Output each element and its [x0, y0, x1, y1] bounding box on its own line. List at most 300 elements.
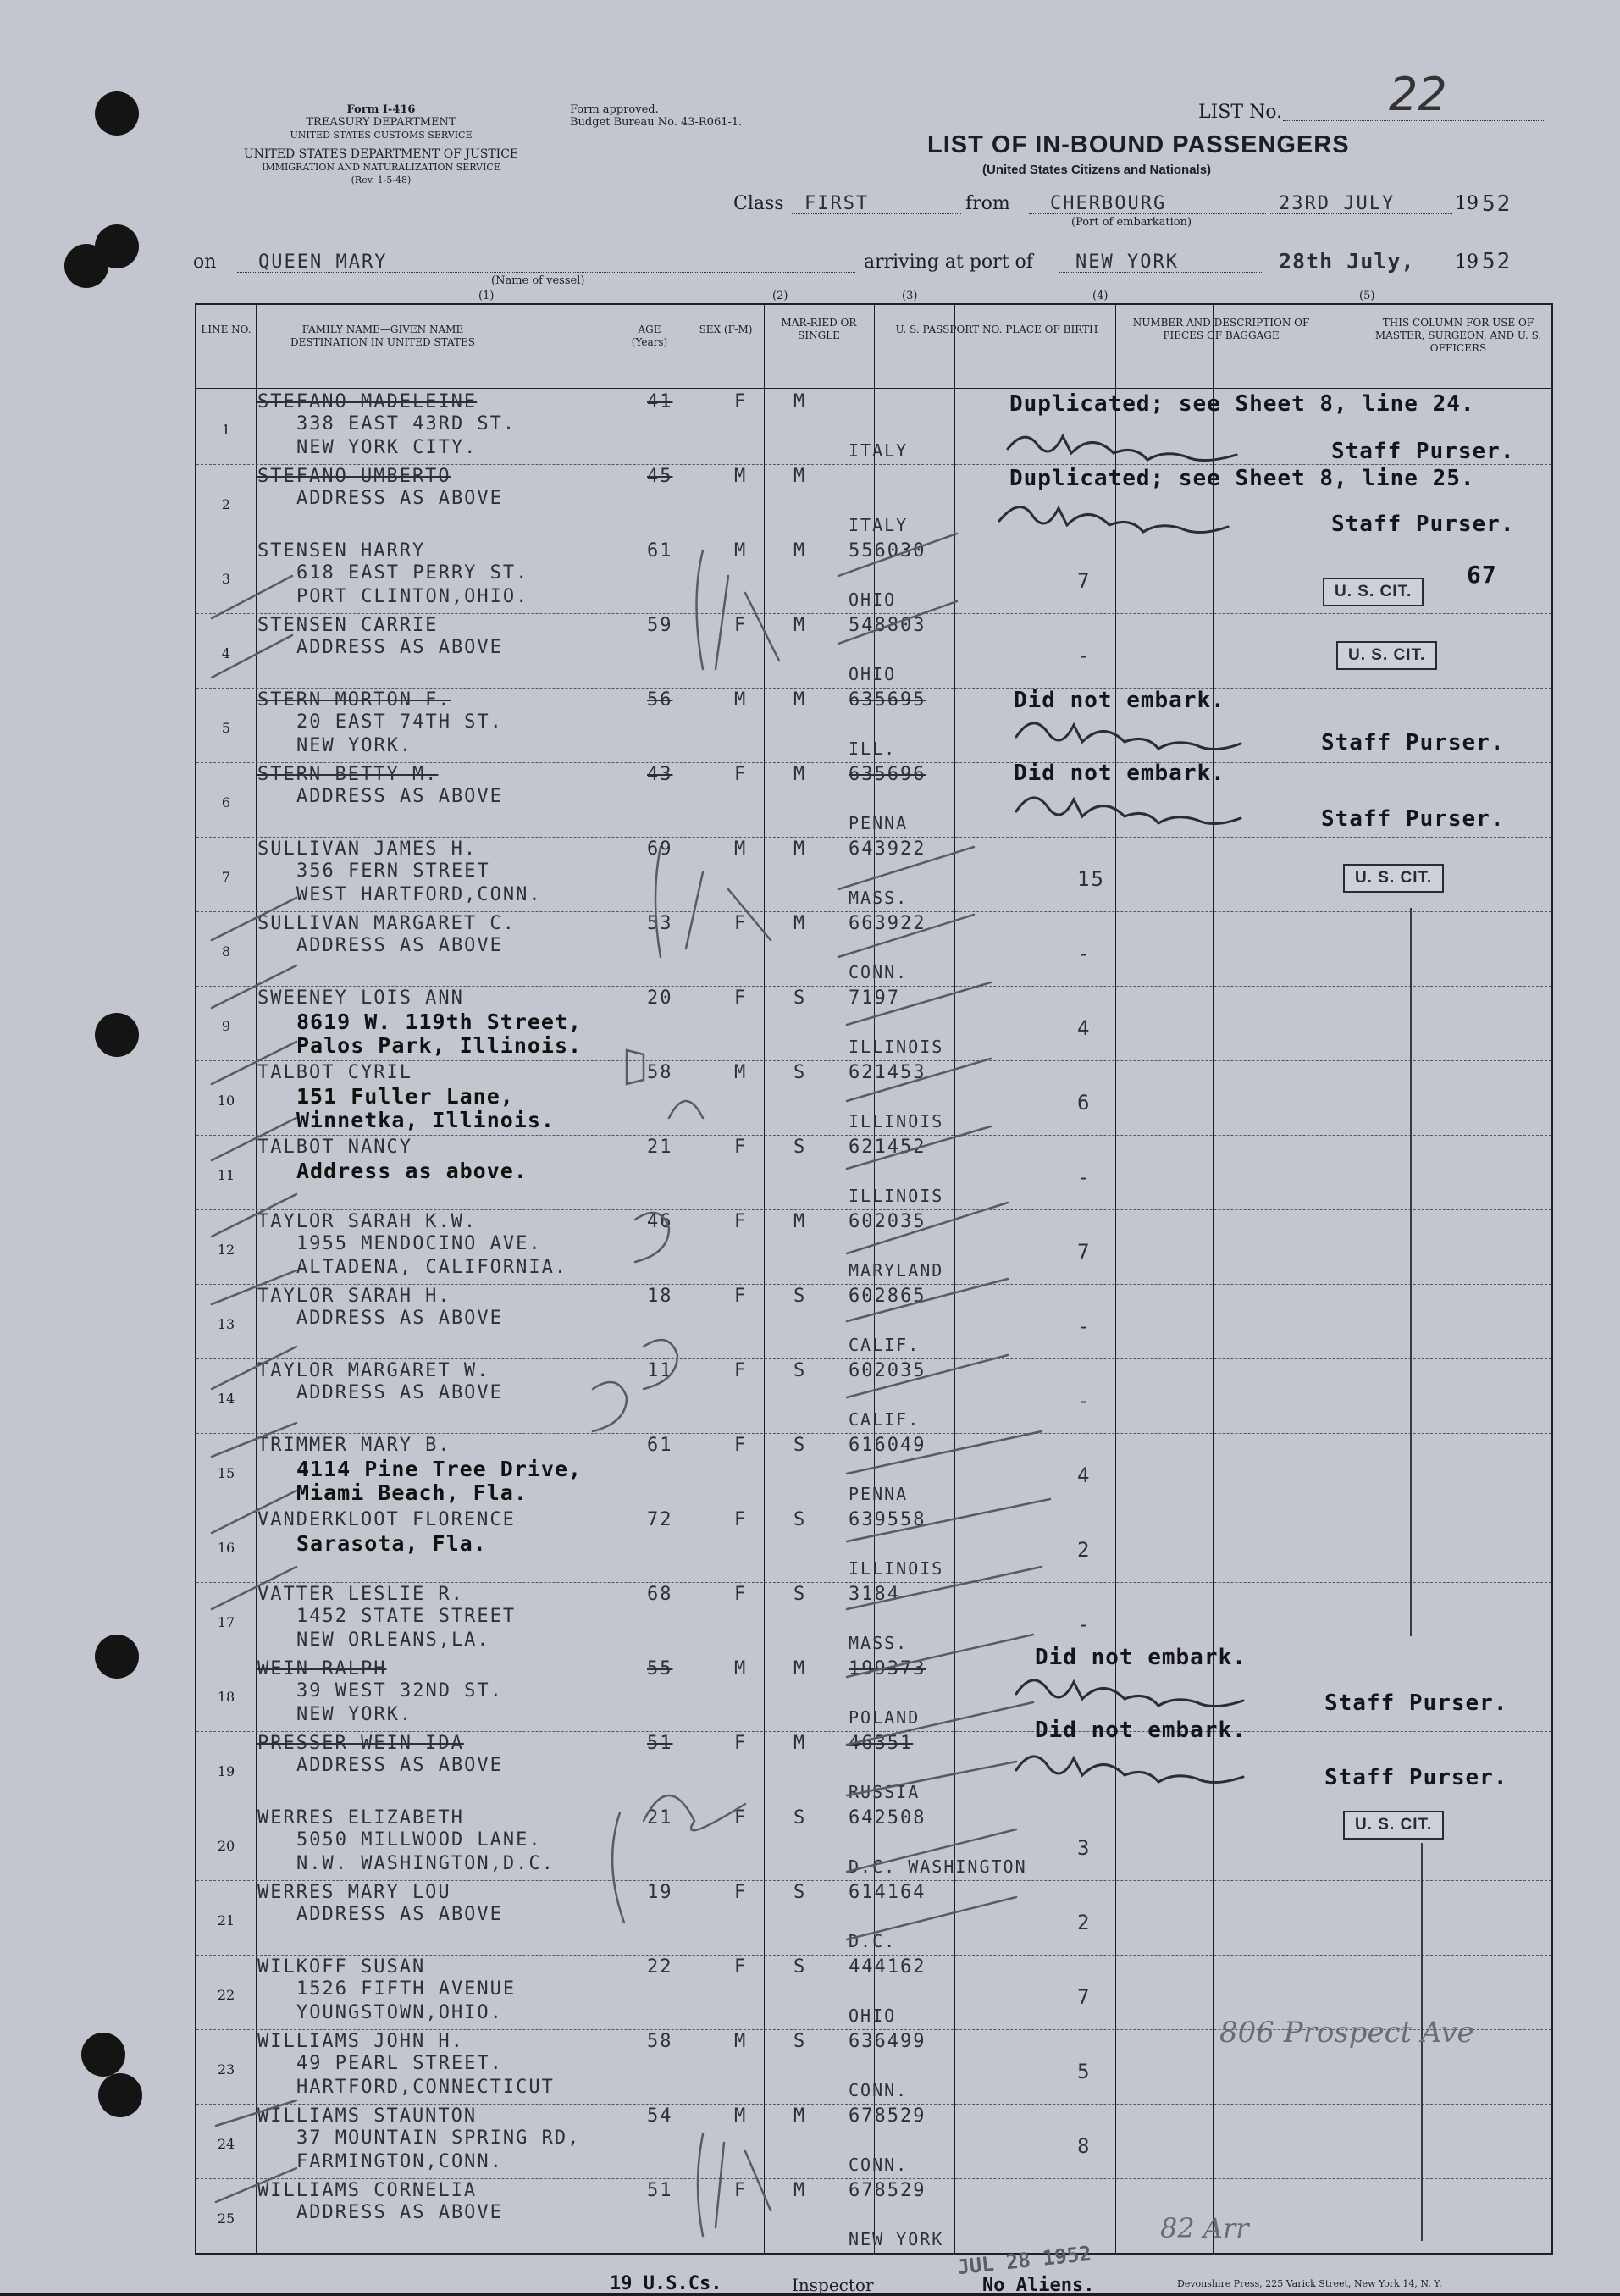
- address-line-1: Sarasota, Fla.: [296, 1531, 487, 1556]
- marital-status: M: [793, 540, 807, 562]
- passport-number: 548803: [849, 615, 926, 636]
- marital-status: M: [793, 838, 807, 860]
- staff-purser-6: Staff Purser.: [1324, 1765, 1508, 1790]
- line-number: 19: [217, 1763, 235, 1779]
- row-separator: [196, 1060, 1551, 1061]
- line-number: 7: [221, 869, 231, 885]
- age-value: 58: [647, 2031, 673, 2052]
- table-row: [196, 911, 1551, 986]
- line-number: 18: [217, 1689, 235, 1705]
- address-line-2: YOUNGSTOWN,OHIO.: [296, 2002, 503, 2023]
- col-head-sex: SEX (F-M): [699, 324, 753, 335]
- passport-number: 621452: [849, 1137, 926, 1158]
- us-citizen-stamp: U. S. CIT.: [1336, 641, 1437, 670]
- age-value: 54: [647, 2105, 673, 2127]
- place-of-birth: CALIF.: [849, 1409, 921, 1430]
- marital-status: S: [793, 988, 807, 1009]
- sex-value: F: [734, 1584, 748, 1605]
- sex-value: F: [734, 1882, 748, 1903]
- place-of-birth: ITALY: [849, 515, 909, 535]
- row-separator: [196, 1358, 1551, 1359]
- baggage-count: 5: [1077, 2060, 1092, 2083]
- age-value: 59: [647, 615, 673, 636]
- from-label: from: [965, 193, 1010, 214]
- baggage-count: 4: [1077, 1016, 1092, 1040]
- marital-status: S: [793, 1509, 807, 1530]
- age-value: 72: [647, 1509, 673, 1530]
- did-not-embark-4: Did not embark.: [1035, 1718, 1247, 1743]
- passenger-name: WEIN RALPH: [257, 1658, 387, 1679]
- age-value: 22: [647, 1956, 673, 1978]
- sex-value: M: [734, 2105, 748, 2127]
- line-number: 10: [217, 1093, 235, 1109]
- passenger-name: WERRES ELIZABETH: [257, 1807, 464, 1829]
- age-value: 61: [647, 1435, 673, 1456]
- passport-number: 7197: [849, 988, 900, 1009]
- marital-status: S: [793, 1807, 807, 1829]
- place-of-birth: OHIO: [849, 589, 897, 610]
- vessel-name: QUEEN MARY: [258, 252, 388, 273]
- sex-value: M: [734, 466, 748, 487]
- form-identification: [191, 103, 572, 141]
- table-row: [196, 2104, 1551, 2178]
- passenger-name: WILLIAMS JOHN H.: [257, 2031, 464, 2052]
- baggage-count: 7: [1077, 569, 1092, 593]
- baggage-count: -: [1077, 1613, 1092, 1636]
- arrival-port: NEW YORK: [1075, 252, 1179, 273]
- address-line-2: WEST HARTFORD,CONN.: [296, 884, 542, 905]
- age-value: 21: [647, 1807, 673, 1829]
- passenger-name: STEFANO UMBERTO: [257, 466, 451, 487]
- passenger-name: WILKOFF SUSAN: [257, 1956, 426, 1978]
- inspector-label: Inspector: [792, 2275, 874, 2295]
- address-line-1: 8619 W. 119th Street,: [296, 1010, 583, 1034]
- staff-purser-3: Staff Purser.: [1321, 730, 1505, 755]
- address-line-1: 356 FERN STREET: [296, 860, 490, 882]
- customs-service: UNITED STATES CUSTOMS SERVICE: [290, 130, 473, 141]
- staff-purser-2: Staff Purser.: [1331, 512, 1515, 537]
- passport-number: 602035: [849, 1211, 926, 1232]
- embark-port-caption: (Port of embarkation): [1071, 216, 1192, 229]
- place-of-birth: ITALY: [849, 440, 909, 461]
- table-row: [196, 1508, 1551, 1582]
- passenger-name: STERN MORTON F.: [257, 689, 451, 711]
- form-approved: Form approved.: [570, 103, 659, 116]
- place-of-birth: ILLINOIS: [849, 1558, 944, 1579]
- passenger-name: WILLIAMS STAUNTON: [257, 2105, 478, 2127]
- row-separator: [196, 464, 1551, 465]
- place-of-birth: RUSSIA: [849, 1782, 921, 1802]
- address-line-1: 1526 FIFTH AVENUE: [296, 1978, 517, 2000]
- passport-number: 678529: [849, 2105, 926, 2127]
- table-row: [196, 1135, 1551, 1209]
- marital-status: S: [793, 1956, 807, 1978]
- age-value: 43: [647, 764, 673, 785]
- passport-number: 635695: [849, 689, 926, 711]
- place-of-birth: MASS.: [849, 1633, 909, 1653]
- baggage-count: -: [1077, 942, 1092, 965]
- place-of-birth: MARYLAND: [849, 1260, 944, 1281]
- passenger-table: [195, 303, 1553, 2255]
- row-separator: [196, 1135, 1551, 1136]
- ins-service: IMMIGRATION AND NATURALIZATION SERVICE: [262, 162, 500, 173]
- place-of-birth: ILLINOIS: [849, 1037, 944, 1057]
- treasury-dept: TREASURY DEPARTMENT: [306, 116, 456, 129]
- sex-value: F: [734, 1360, 748, 1381]
- place-of-birth: ILLINOIS: [849, 1111, 944, 1131]
- age-value: 58: [647, 1062, 673, 1083]
- staff-purser-1: Staff Purser.: [1331, 439, 1515, 464]
- sex-value: F: [734, 615, 748, 636]
- address-line-1: Address as above.: [296, 1159, 528, 1183]
- table-row: [196, 1284, 1551, 1358]
- passenger-name: WERRES MARY LOU: [257, 1882, 451, 1903]
- passport-number: 639558: [849, 1509, 926, 1530]
- row-separator: [196, 688, 1551, 689]
- marital-status: M: [793, 615, 807, 636]
- sex-value: F: [734, 391, 748, 412]
- embark-port: CHERBOURG: [1050, 193, 1167, 214]
- address-line-2: NEW YORK CITY.: [296, 437, 478, 458]
- line-number: 3: [221, 571, 231, 587]
- sex-value: F: [734, 1733, 748, 1754]
- age-value: 69: [647, 838, 673, 860]
- line-number: 21: [217, 1912, 235, 1928]
- line-number: 16: [217, 1540, 235, 1556]
- arrival-date: 28th July,: [1279, 249, 1415, 274]
- sex-value: M: [734, 540, 748, 562]
- marital-status: M: [793, 2180, 807, 2201]
- col-head-married: MAR-RIED OR SINGLE: [781, 317, 857, 341]
- place-of-birth: OHIO: [849, 2006, 897, 2026]
- sex-value: F: [734, 913, 748, 934]
- binder-hole: [64, 244, 108, 288]
- address-line-1: 1955 MENDOCINO AVE.: [296, 1233, 542, 1254]
- row-separator: [196, 1880, 1551, 1881]
- passenger-name: TALBOT NANCY: [257, 1137, 412, 1158]
- table-row: [196, 1880, 1551, 1955]
- baggage-count: 2: [1077, 1911, 1092, 1934]
- line-number: 9: [221, 1018, 231, 1034]
- address-line-1: 5050 MILLWOOD LANE.: [296, 1829, 542, 1851]
- marital-status: S: [793, 2031, 807, 2052]
- marital-status: M: [793, 913, 807, 934]
- marital-status: M: [793, 764, 807, 785]
- baggage-count: -: [1077, 1165, 1092, 1189]
- marital-status: M: [793, 391, 807, 412]
- line-number: 6: [221, 794, 231, 811]
- form-number: Form I-416: [346, 103, 416, 116]
- line-number: 15: [217, 1465, 235, 1481]
- address-line-1: ADDRESS AS ABOVE: [296, 786, 503, 807]
- column-number: (2): [772, 290, 788, 302]
- arrival-year-prefix: 19: [1455, 252, 1479, 273]
- col-head-age: AGE (Years): [631, 324, 668, 348]
- marital-status: S: [793, 1360, 807, 1381]
- age-value: 19: [647, 1882, 673, 1903]
- sex-value: F: [734, 1137, 748, 1158]
- passenger-name: SULLIVAN JAMES H.: [257, 838, 478, 860]
- address-line-1: ADDRESS AS ABOVE: [296, 1308, 503, 1329]
- line-number: 17: [217, 1614, 235, 1630]
- passport-number: 444162: [849, 1956, 926, 1978]
- did-not-embark-1: Did not embark.: [1014, 688, 1225, 713]
- us-citizen-stamp: U. S. CIT.: [1343, 864, 1444, 893]
- sex-value: F: [734, 1286, 748, 1307]
- baggage-count: -: [1077, 1389, 1092, 1413]
- marital-status: M: [793, 1733, 807, 1754]
- binder-hole: [81, 2033, 125, 2077]
- address-line-2: NEW ORLEANS,LA.: [296, 1629, 490, 1651]
- address-line-1: ADDRESS AS ABOVE: [296, 935, 503, 956]
- passport-number: 46351: [849, 1733, 914, 1754]
- address-line-2: PORT CLINTON,OHIO.: [296, 586, 529, 607]
- binder-hole: [95, 1635, 139, 1679]
- handwritten-arr: 82 Arr: [1160, 2212, 1249, 2244]
- sex-value: F: [734, 1956, 748, 1978]
- passport-number: 642508: [849, 1807, 926, 1829]
- binder-hole: [95, 1013, 139, 1057]
- address-line-1: 20 EAST 74TH ST.: [296, 711, 503, 733]
- binder-hole: [95, 91, 139, 136]
- line-number: 14: [217, 1391, 235, 1407]
- no-aliens-note: No Aliens.: [982, 2275, 1095, 2296]
- passport-number: 614164: [849, 1882, 926, 1903]
- place-of-birth: CONN.: [849, 2080, 909, 2100]
- row-separator: [196, 613, 1551, 614]
- embark-date-underline: [1270, 213, 1452, 214]
- table-row: [196, 1358, 1551, 1433]
- col-head-officers: THIS COLUMN FOR USE OF MASTER, SURGEON, AND U. S. OFFICERS: [1374, 317, 1542, 354]
- address-line-2: N.W. WASHINGTON,D.C.: [296, 1853, 555, 1874]
- age-value: 55: [647, 1658, 673, 1679]
- row-separator: [196, 1582, 1551, 1583]
- place-of-birth: POLAND: [849, 1707, 921, 1728]
- marital-status: S: [793, 1435, 807, 1456]
- us-citizen-stamp: U. S. CIT.: [1343, 1811, 1444, 1840]
- marginal-number: 67: [1467, 561, 1497, 589]
- binder-hole: [98, 2073, 142, 2117]
- duplicate-note-2: Duplicated; see Sheet 8, line 25.: [1009, 466, 1475, 491]
- marital-status: S: [793, 1286, 807, 1307]
- embark-year: 52: [1482, 191, 1512, 217]
- row-separator: [196, 837, 1551, 838]
- table-row: [196, 1060, 1551, 1135]
- age-value: 18: [647, 1286, 673, 1307]
- embark-date: 23RD JULY: [1279, 193, 1396, 214]
- col-head-passport: U. S. PASSPORT NO. PLACE OF BIRTH: [895, 324, 1098, 335]
- line-number: 8: [221, 943, 231, 960]
- line-number: 2: [221, 496, 231, 512]
- arrival-date-stamp: JUL 28 1952: [955, 2241, 1092, 2280]
- class-value: FIRST: [804, 193, 870, 214]
- row-separator: [196, 1731, 1551, 1732]
- place-of-birth: ILL.: [849, 739, 897, 759]
- marital-status: S: [793, 1882, 807, 1903]
- address-line-1: ADDRESS AS ABOVE: [296, 1382, 503, 1403]
- handwritten-address: 806 Prospect Ave: [1219, 2016, 1474, 2050]
- line-number: 5: [221, 720, 231, 736]
- row-separator: [196, 1955, 1551, 1956]
- marital-status: M: [793, 1658, 807, 1679]
- address-line-2: NEW YORK.: [296, 735, 413, 756]
- address-line-1: ADDRESS AS ABOVE: [296, 1904, 503, 1925]
- staff-purser-4: Staff Purser.: [1321, 806, 1505, 832]
- sex-value: F: [734, 764, 748, 785]
- marital-status: S: [793, 1137, 807, 1158]
- col-head-line-no: LINE NO.: [201, 324, 252, 335]
- sex-value: F: [734, 1211, 748, 1232]
- address-line-2: Miami Beach, Fla.: [296, 1480, 528, 1505]
- passenger-name: SULLIVAN MARGARET C.: [257, 913, 516, 934]
- address-line-2: HARTFORD,CONNECTICUT: [296, 2077, 555, 2098]
- marital-status: M: [793, 2105, 807, 2127]
- row-separator: [196, 762, 1551, 763]
- place-of-birth: NEW YORK: [849, 2229, 944, 2249]
- header-rule: [196, 388, 1551, 389]
- passenger-name: TAYLOR SARAH K.W.: [257, 1211, 478, 1232]
- passenger-name: TAYLOR MARGARET W.: [257, 1360, 490, 1381]
- class-underline: [792, 213, 961, 214]
- row-separator: [196, 2104, 1551, 2105]
- sex-value: M: [734, 689, 748, 711]
- baggage-count: 7: [1077, 1240, 1092, 1264]
- age-value: 20: [647, 988, 673, 1009]
- passenger-name: TALBOT CYRIL: [257, 1062, 412, 1083]
- address-line-1: ADDRESS AS ABOVE: [296, 1755, 503, 1776]
- vessel-underline: [237, 272, 855, 273]
- age-value: 68: [647, 1584, 673, 1605]
- vessel-caption: (Name of vessel): [491, 274, 585, 287]
- baggage-count: -: [1077, 644, 1092, 667]
- sex-value: M: [734, 2031, 748, 2052]
- baggage-count: 6: [1077, 1091, 1092, 1115]
- address-line-1: ADDRESS AS ABOVE: [296, 2202, 503, 2223]
- passport-number: 678529: [849, 2180, 926, 2201]
- column-number: (1): [478, 290, 495, 302]
- baggage-count: 8: [1077, 2134, 1092, 2158]
- age-value: 45: [647, 466, 673, 487]
- marital-status: S: [793, 1062, 807, 1083]
- arrival-year: 52: [1482, 249, 1512, 274]
- passport-number: 663922: [849, 913, 926, 934]
- approval-block: [570, 103, 742, 129]
- sex-value: F: [734, 1807, 748, 1829]
- passport-number: 602035: [849, 1360, 926, 1381]
- passenger-name: TAYLOR SARAH H.: [257, 1286, 451, 1307]
- address-line-2: ALTADENA, CALIFORNIA.: [296, 1257, 568, 1278]
- embark-year-prefix: 19: [1455, 193, 1479, 214]
- passport-number: 643922: [849, 838, 926, 860]
- line-number: 12: [217, 1242, 235, 1258]
- address-line-2: FARMINGTON,CONN.: [296, 2151, 503, 2172]
- passenger-name: TRIMMER MARY B.: [257, 1435, 451, 1456]
- passport-number: 3184: [849, 1584, 900, 1605]
- line-number: 1: [221, 422, 231, 438]
- column-number: (3): [902, 290, 918, 302]
- address-line-1: ADDRESS AS ABOVE: [296, 637, 503, 658]
- address-line-2: NEW YORK.: [296, 1704, 413, 1725]
- column-number: (5): [1359, 290, 1375, 302]
- passenger-name: SWEENEY LOIS ANN: [257, 988, 464, 1009]
- sex-value: M: [734, 1658, 748, 1679]
- age-value: 51: [647, 2180, 673, 2201]
- passenger-name: WILLIAMS CORNELIA: [257, 2180, 478, 2201]
- justice-dept: UNITED STATES DEPARTMENT OF JUSTICE: [243, 147, 519, 161]
- embark-port-underline: [1029, 213, 1266, 214]
- address-line-1: ADDRESS AS ABOVE: [296, 488, 503, 509]
- list-no-label: LIST No.: [1198, 102, 1283, 123]
- sex-value: F: [734, 1435, 748, 1456]
- staff-purser-5: Staff Purser.: [1324, 1690, 1508, 1716]
- baggage-count: 7: [1077, 1985, 1092, 2009]
- passport-number: 621453: [849, 1062, 926, 1083]
- line-number: 20: [217, 1838, 235, 1854]
- place-of-birth: CONN.: [849, 2155, 909, 2175]
- baggage-count: 15: [1077, 867, 1105, 891]
- address-line-1: 618 EAST PERRY ST.: [296, 562, 529, 584]
- line-number: 11: [217, 1167, 235, 1183]
- place-of-birth: CONN.: [849, 962, 909, 982]
- table-row: [196, 986, 1551, 1060]
- passport-number: 199373: [849, 1658, 926, 1679]
- line-number: 23: [217, 2061, 235, 2077]
- summary-count: 19 U.S.Cs.: [610, 2273, 722, 2294]
- age-value: 51: [647, 1733, 673, 1754]
- row-separator: [196, 1284, 1551, 1285]
- marital-status: M: [793, 689, 807, 711]
- marital-status: M: [793, 1211, 807, 1232]
- age-value: 46: [647, 1211, 673, 1232]
- did-not-embark-3: Did not embark.: [1035, 1645, 1247, 1670]
- address-line-1: 4114 Pine Tree Drive,: [296, 1457, 583, 1481]
- place-of-birth: PENNA: [849, 1484, 909, 1504]
- age-value: 11: [647, 1360, 673, 1381]
- passport-number: 635696: [849, 764, 926, 785]
- address-line-1: 338 EAST 43RD ST.: [296, 413, 517, 434]
- passenger-name: VANDERKLOOT FLORENCE: [257, 1509, 516, 1530]
- baggage-count: 4: [1077, 1463, 1092, 1487]
- line-number: 22: [217, 1987, 235, 2003]
- age-value: 21: [647, 1137, 673, 1158]
- passport-number: 556030: [849, 540, 926, 562]
- arriving-label: arriving at port of: [864, 252, 1033, 273]
- place-of-birth: CALIF.: [849, 1335, 921, 1355]
- revision: (Rev. 1-5-48): [351, 174, 412, 185]
- column-number: (4): [1092, 290, 1109, 302]
- baggage-count: 2: [1077, 1538, 1092, 1562]
- place-of-birth: ILLINOIS: [849, 1186, 944, 1206]
- passenger-name: VATTER LESLIE R.: [257, 1584, 464, 1605]
- address-line-1: 49 PEARL STREET.: [296, 2053, 503, 2074]
- passenger-name: STENSEN HARRY: [257, 540, 426, 562]
- sex-value: F: [734, 988, 748, 1009]
- line-number: 4: [221, 645, 231, 661]
- row-separator: [196, 1433, 1551, 1434]
- did-not-embark-2: Did not embark.: [1014, 761, 1225, 786]
- row-separator: [196, 986, 1551, 987]
- address-line-1: 39 WEST 32ND ST.: [296, 1680, 503, 1701]
- passport-number: 616049: [849, 1435, 926, 1456]
- baggage-count: -: [1077, 1314, 1092, 1338]
- line-number: 25: [217, 2210, 235, 2227]
- duplicate-note-1: Duplicated; see Sheet 8, line 24.: [1009, 391, 1475, 417]
- age-value: 56: [647, 689, 673, 711]
- passenger-name: STENSEN CARRIE: [257, 615, 439, 636]
- marital-status: M: [793, 466, 807, 487]
- marital-status: S: [793, 1584, 807, 1605]
- sex-value: F: [734, 1509, 748, 1530]
